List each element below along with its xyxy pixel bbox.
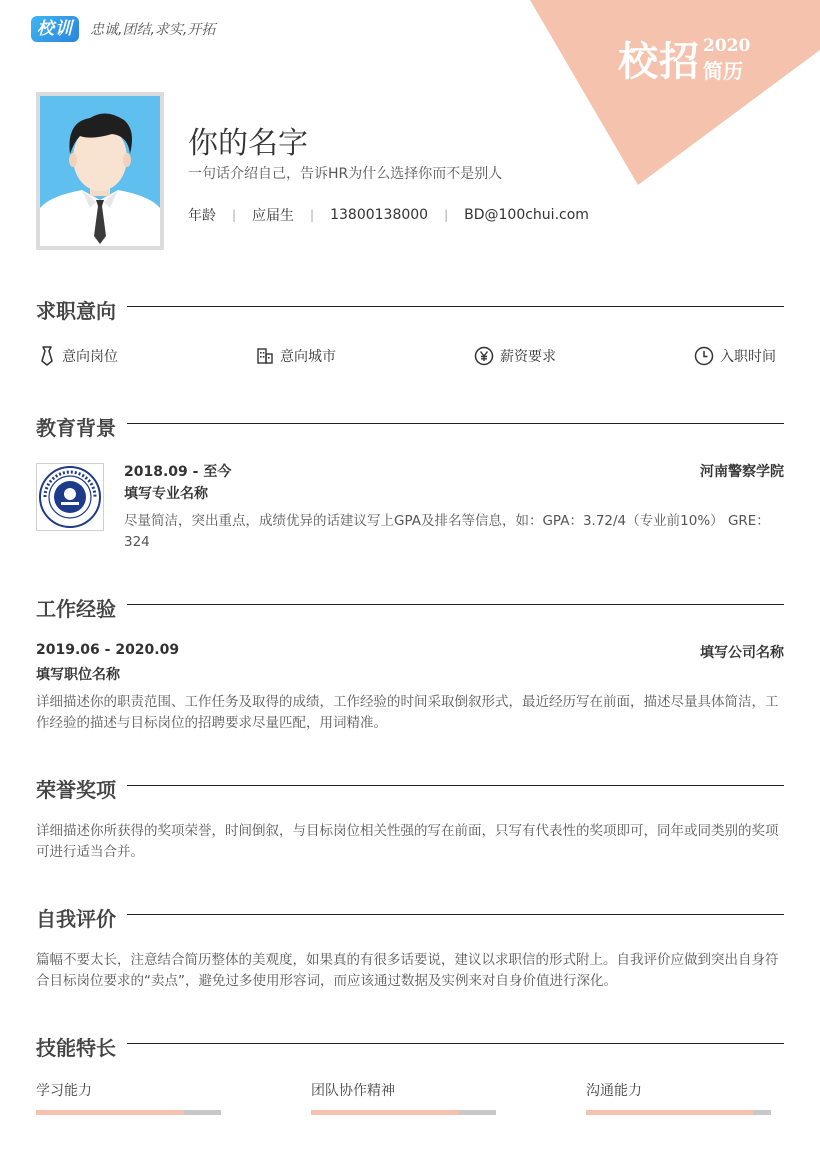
corner-subtitle: 简历 (703, 59, 743, 83)
section-divider (127, 604, 784, 605)
skill-bar-track (36, 1110, 221, 1115)
yuan-icon (474, 346, 494, 366)
section-title-intent: 求职意向 (36, 299, 116, 323)
skill-bar-track (311, 1110, 496, 1115)
clock-icon (694, 346, 714, 366)
skill-name: 学习能力 (36, 1083, 92, 1099)
work-position: 填写职位名称 (36, 667, 120, 683)
intent-position (38, 346, 118, 366)
skill-name: 团队协作精神 (311, 1083, 395, 1099)
intent-start-time-label: 入职时间 (720, 349, 776, 365)
intent-salary (474, 346, 556, 366)
education-major: 填写专业名称 (124, 486, 208, 502)
info-age: 年龄 (188, 208, 216, 224)
work-period: 2019.06 - 2020.09 (36, 642, 180, 658)
info-email: BD@100chui.com (464, 207, 589, 223)
section-divider (127, 306, 784, 307)
skill-bar-track (586, 1110, 771, 1115)
education-description: 尽量简洁，突出重点，成绩优异的话建议写上GPA及排名等信息，如：GPA：3.72/4（专业前10%） GRE：324 (124, 513, 770, 550)
profile-info-row (188, 205, 589, 225)
section-title-education: 教育背景 (36, 416, 116, 440)
intent-start-time (694, 346, 776, 366)
info-separator: | (310, 208, 315, 222)
school-logo (36, 463, 104, 531)
education-period: 2018.09 - 至今 (124, 464, 232, 480)
skill-bar-fill (36, 1110, 184, 1115)
profile-intro: 一句话介绍自己，告诉HR为什么选择你而不是别人 (188, 166, 503, 182)
intent-salary-label: 薪资要求 (500, 349, 556, 365)
corner-triangle-decoration (530, 0, 820, 185)
section-title-self-eval: 自我评价 (36, 907, 116, 931)
intent-position-label: 意向岗位 (62, 349, 118, 365)
motto-logo: 校训 (31, 16, 79, 42)
intent-city-label: 意向城市 (280, 349, 336, 365)
tie-icon (38, 346, 56, 366)
skill-name: 沟通能力 (586, 1083, 642, 1099)
section-divider (127, 423, 784, 424)
building-icon (256, 347, 274, 365)
work-company: 填写公司名称 (700, 645, 784, 661)
school-seal-icon (37, 464, 103, 530)
section-title-work: 工作经验 (36, 597, 116, 621)
self-eval-description: 篇幅不要太长，注意结合简历整体的美观度，如果真的有很多话要说，建议以求职信的形式附上。自我评价应做到突出自身符合目标岗位要求的“卖点”，避免过多使用形容词，而应该通过数据及实例来对自身价值进行深化。 (36, 952, 779, 989)
info-separator: | (232, 208, 237, 222)
section-title-skills: 技能特长 (36, 1036, 116, 1060)
skill-bar-fill (311, 1110, 459, 1115)
motto-text: 忠诚,团结,求实,开拓 (90, 22, 216, 38)
section-divider (127, 914, 784, 915)
corner-title: 校招 (618, 38, 700, 85)
section-divider (127, 1043, 784, 1044)
profile-name: 你的名字 (188, 126, 308, 161)
education-school: 河南警察学院 (700, 464, 784, 480)
intent-city (256, 346, 336, 366)
skill-bar-fill (586, 1110, 753, 1115)
corner-year: 2020 (703, 36, 751, 56)
info-status: 应届生 (252, 208, 295, 224)
honors-description: 详细描述你所获得的奖项荣誉，时间倒叙，与目标岗位相关性强的写在前面，只写有代表性的奖项即可，同年或同类别的奖项可进行适当合并。 (36, 823, 779, 860)
section-title-honors: 荣誉奖项 (36, 778, 116, 802)
info-phone: 13800138000 (330, 207, 429, 223)
avatar-icon (40, 96, 160, 246)
profile-photo (36, 92, 164, 250)
section-divider (127, 785, 784, 786)
info-separator: | (444, 208, 449, 222)
work-description: 详细描述你的职责范围、工作任务及取得的成绩，工作经验的时间采取倒叙形式，最近经历写在前面，描述尽量具体简洁，工作经验的描述与目标岗位的招聘要求尽量匹配，用词精准。 (36, 694, 779, 731)
